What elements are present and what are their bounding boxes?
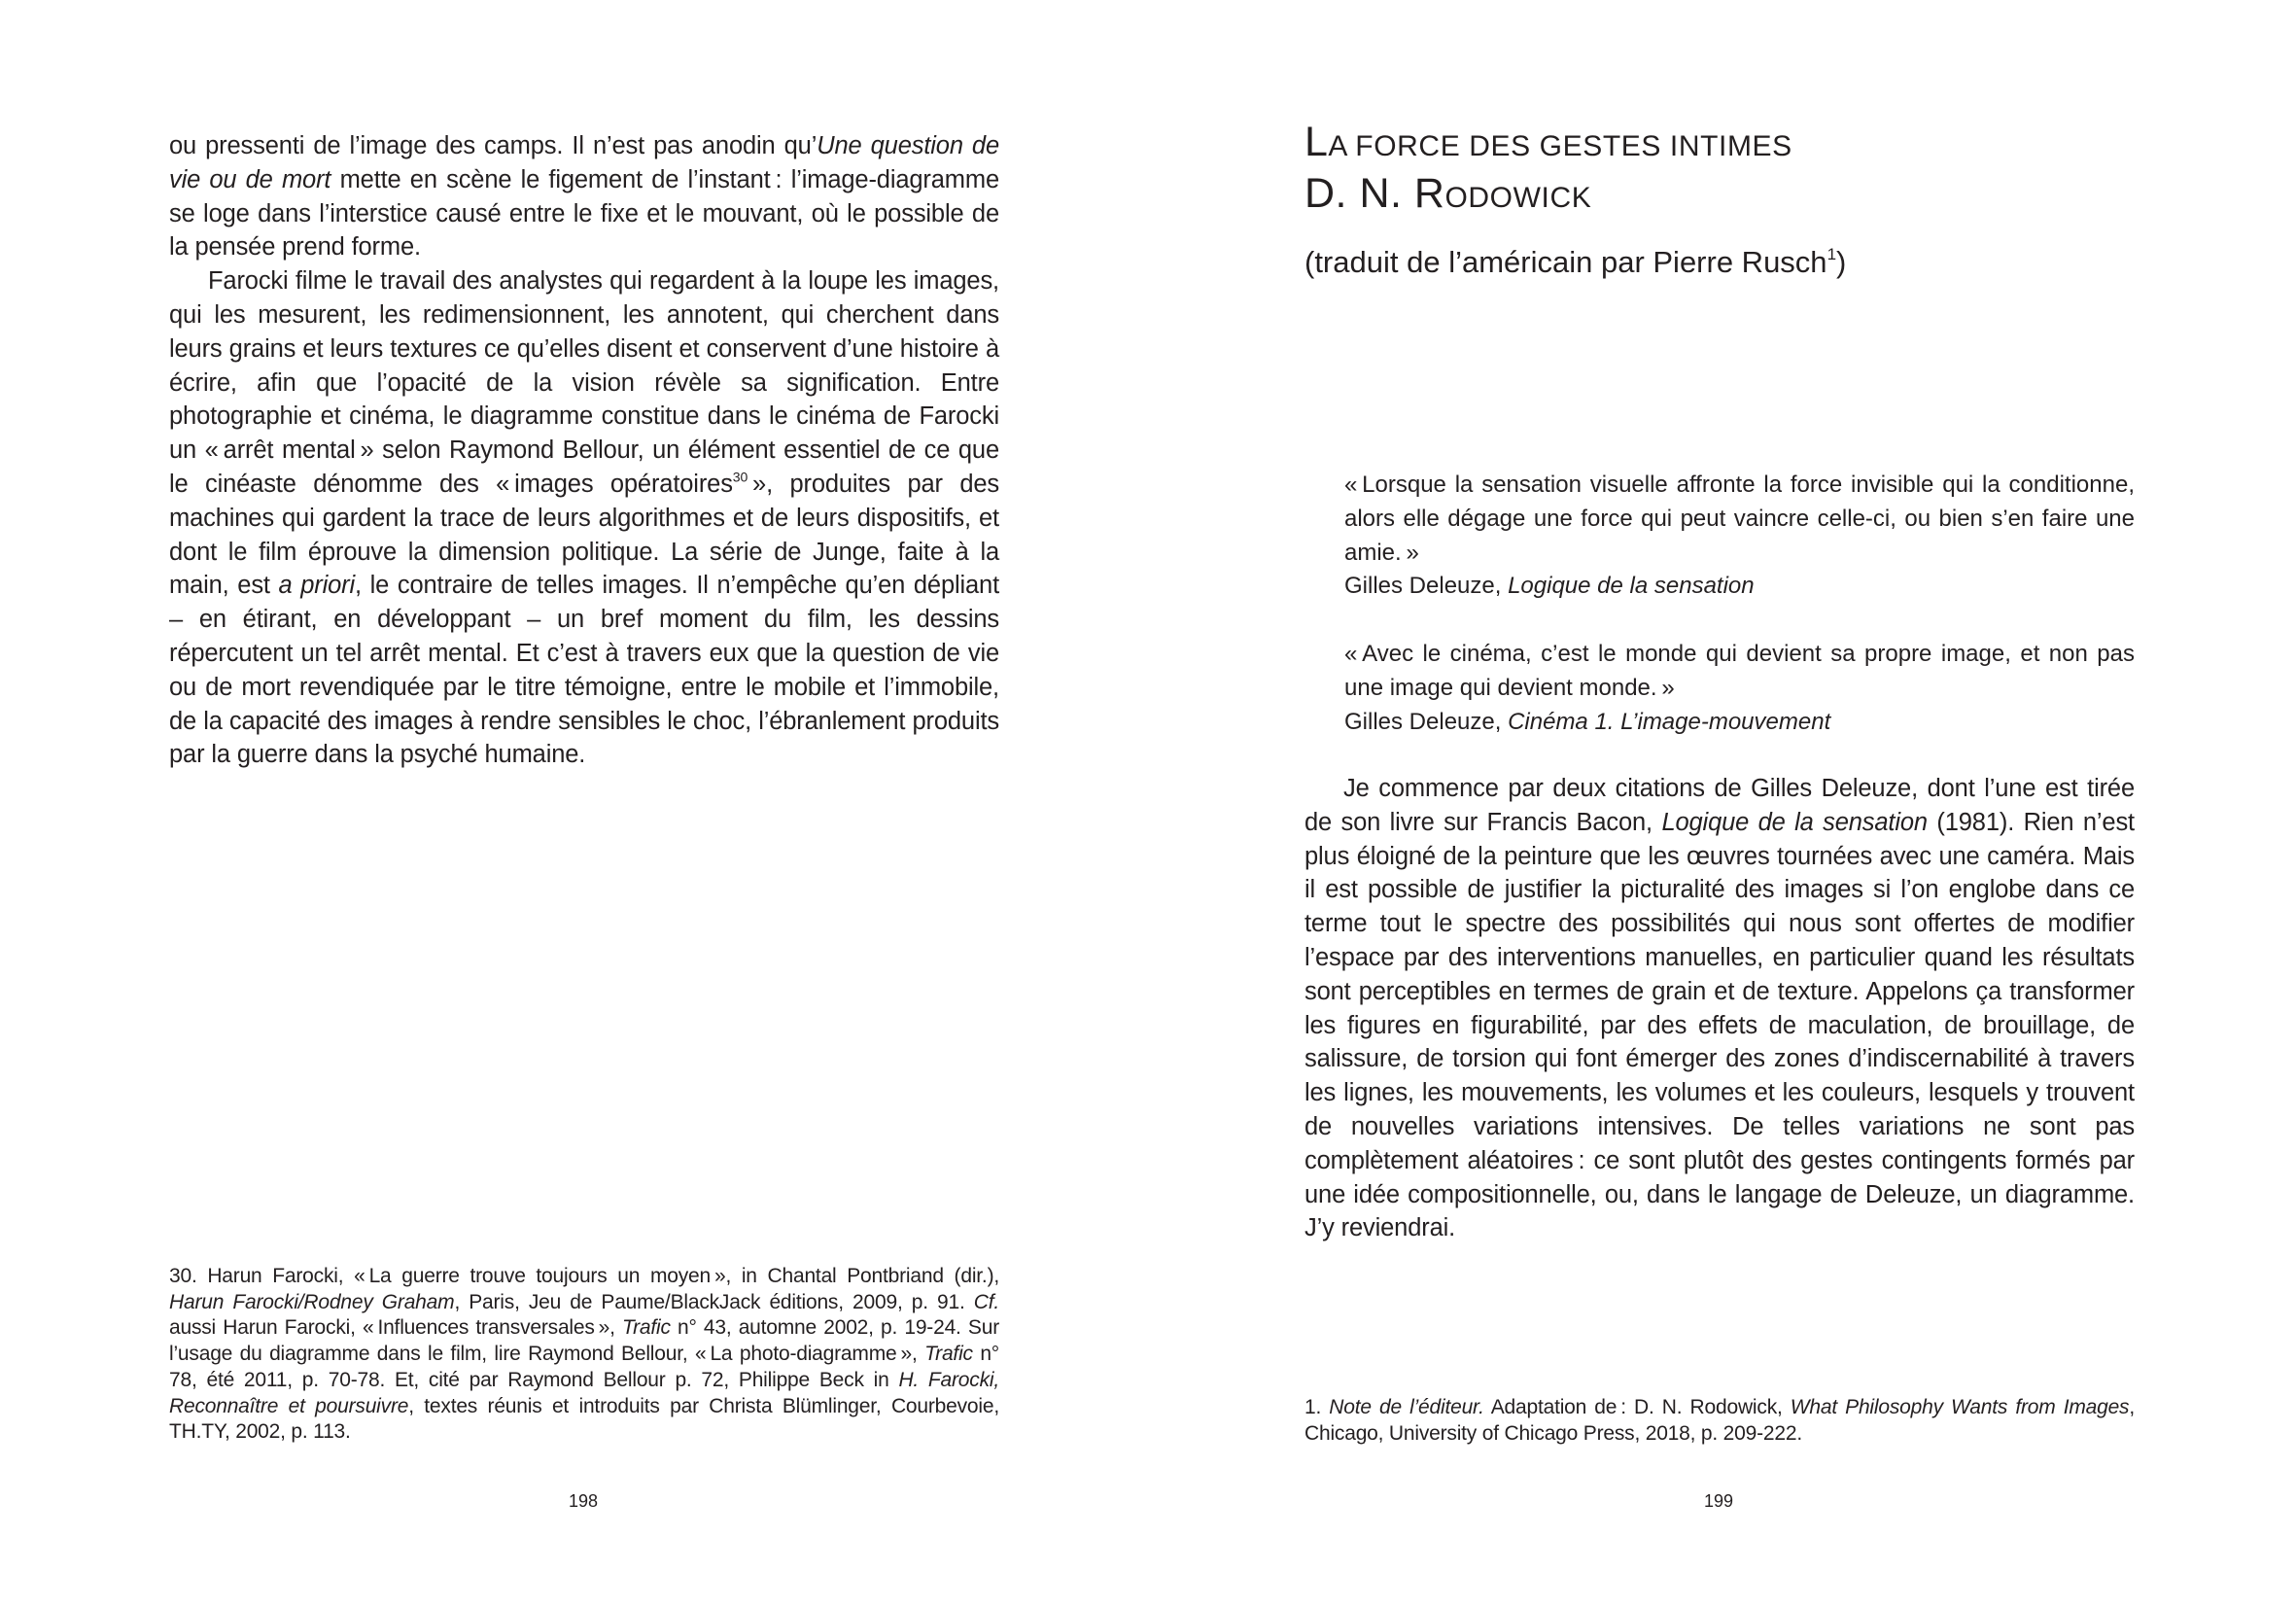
epigraph-work: Logique de la sensation (1508, 573, 1755, 600)
author-prefix: D. N. R (1305, 170, 1445, 217)
text-run: , Chicago, University of Chicago Press, 2018, p. 209-222. (1305, 1396, 2135, 1445)
left-paragraph-2 (169, 264, 999, 772)
epigraph-quote: « Avec le cinéma, c’est le monde qui devient sa propre image, et non pas une image qui devient monde. » (1344, 640, 2135, 701)
italic-run: What Philosophy Wants from Images (1790, 1396, 2130, 1418)
page-number-199: 199 (1703, 1491, 1734, 1511)
footnote-ref-1[interactable]: 1 (1826, 245, 1837, 264)
text-run: 1. (1305, 1396, 1330, 1418)
text-run: », produites par des machines qui gardent la trace de leurs algorithmes et de leurs dispositifs, et dont le film éprouve la dimension politique. La série de Junge, faite à la main, est (169, 470, 999, 600)
text-run: , textes réunis et introduits par Christa Blümlinger, Courbevoie, TH.TY, 2002, p. 113. (169, 1394, 999, 1444)
text-run: Je commence par deux citations de Gilles Deleuze, dont l’une est tirée de son livre sur Francis Bacon, (1305, 775, 2135, 836)
epigraph-attribution (1344, 706, 2135, 740)
chapter-author (1305, 170, 2140, 222)
chapter-title (1305, 119, 2140, 170)
right-footnote-1 (1305, 1395, 2135, 1447)
epigraph-author: Gilles Deleuze, (1344, 573, 1509, 600)
text-run: , le contraire de telles images. Il n’empêche qu’en dépliant – en étirant, en développant – un bref moment du film, les dessins répercutent un tel arrêt mental. Et c’est à travers eux que la question de vie ou de mort revendiquée par le titre témoigne, entre le mobile et l’immobile, de la capacité des images à rendre sensibles le choc, l’ébranlement produits par la guerre dans la psyché humaine. (169, 572, 1000, 769)
left-footnote-30 (169, 1264, 999, 1446)
text-run: ou pressenti de l’image des camps. Il n’est pas anodin qu’ (169, 132, 818, 159)
right-paragraph-1 (1305, 772, 2135, 1245)
footnote-ref[interactable]: 30 (732, 469, 748, 485)
left-paragraph-1 (169, 129, 999, 264)
italic-run: Logique de la sensation (1661, 808, 1928, 836)
text-run: Farocki filme le travail des analystes qui regardent à la loupe les images, qui les mesurent, les redimensionnent, les annotent, qui cherchent dans leurs grains et leurs textures ce qu’elles disent et conservent d’une histoire à écrire, afin que l’opacité de la vision révèle sa signification. Entre photographie et cinéma, le diagramme constitue dans le cinéma de Farocki un « arrêt mental » selon Raymond Bellour, un élément essentiel de ce que le cinéaste dénomme des « images opératoires (169, 267, 999, 498)
text-run: aussi Harun Farocki, « Influences transversales », (169, 1316, 623, 1340)
italic-run: Note de l’éditeur. (1329, 1396, 1484, 1418)
text-run: Adaptation de : D. N. Rodowick, (1483, 1396, 1791, 1418)
italic-run: a priori (278, 572, 356, 600)
title-smallcaps: A FORCE DES GESTES INTIMES (1328, 130, 1792, 162)
epigraph-author: Gilles Deleuze, (1344, 708, 1509, 735)
epigraph-2 (1344, 638, 2135, 739)
footnote-text (169, 1264, 999, 1446)
text-run: (1981). Rien n’est plus éloigné de la peinture que les œuvres tournées avec une caméra. Mais il est possible de justifier la picturalité des images si l’on englobe dans ce terme tout le spectre des possibilités qui nous sont offertes de modifier l’espace par des interventions manuelles, en particulier quand les résultats sont perceptibles en termes de grain et de texture. Appelons ça transformer les figures en figurabilité, par des effets de maculation, de brouillage, de salissure, de torsion qui font émerger des zones d’indiscernabilité à travers les lignes, les mouvements, les volumes et les couleurs, lesquels y trouvent de nouvelles variations intensives. De telles variations ne sont pas complètement aléatoires : ce sont plutôt des gestes contingents formés par une idée compositionnelle, ou, dans le langage de Deleuze, un diagramme. J’y reviendrai. (1305, 808, 2135, 1242)
text-run: mette en scène le figement de l’instant : l’image-diagramme se loge dans l’interstice causé entre le fixe et le mouvant, où le possible de la pensée prend forme. (169, 165, 999, 262)
italic-run: Cf. (973, 1290, 999, 1313)
epigraph-quote: « Lorsque la sensation visuelle affronte la force invisible qui la conditionne, alors elle dégage une force qui peut vaincre celle-ci, ou bien s’en faire une amie. » (1344, 472, 2135, 566)
left-body-text (169, 129, 999, 772)
epigraph-attribution (1344, 570, 2135, 604)
text-run: n° 78, été 2011, p. 70-78. Et, cité par Raymond Bellour p. 72, Philippe Beck in (169, 1343, 1000, 1391)
translator-close: ) (1836, 245, 1847, 279)
footnote-text (1305, 1395, 2135, 1447)
epigraph-work: Cinéma 1. L’image-mouvement (1508, 708, 1831, 735)
right-page (1148, 0, 2296, 1607)
page-number-198: 198 (568, 1491, 599, 1511)
text-run: 30. Harun Farocki, « La guerre trouve toujours un moyen », in Chantal Pontbriand (dir.), (169, 1265, 999, 1287)
chapter-heading (1305, 119, 2140, 282)
text-run: , Paris, Jeu de Paume/BlackJack éditions, 2009, p. 91. (454, 1290, 974, 1313)
epigraphs (1344, 469, 2135, 773)
italic-run: Trafic (622, 1316, 671, 1340)
italic-run: H. Farocki, Reconnaître et poursuivre (169, 1368, 999, 1417)
italic-run: Une question de vie ou de mort (169, 132, 999, 193)
author-smallcaps: ODOWICK (1444, 182, 1592, 214)
italic-run: Trafic (924, 1343, 973, 1366)
right-body-text (1305, 772, 2135, 1245)
text-run: n° 43, automne 2002, p. 19-24. Sur l’usage du diagramme dans le film, lire Raymond Bellour, « La photo-diagramme », (169, 1316, 999, 1366)
translator-credit (1305, 243, 2140, 282)
translator-text: (traduit de l’américain par Pierre Rusch (1305, 245, 1827, 279)
italic-run: Harun Farocki/Rodney Graham (169, 1290, 455, 1313)
title-initial: L (1305, 119, 1329, 165)
epigraph-1 (1344, 469, 2135, 604)
